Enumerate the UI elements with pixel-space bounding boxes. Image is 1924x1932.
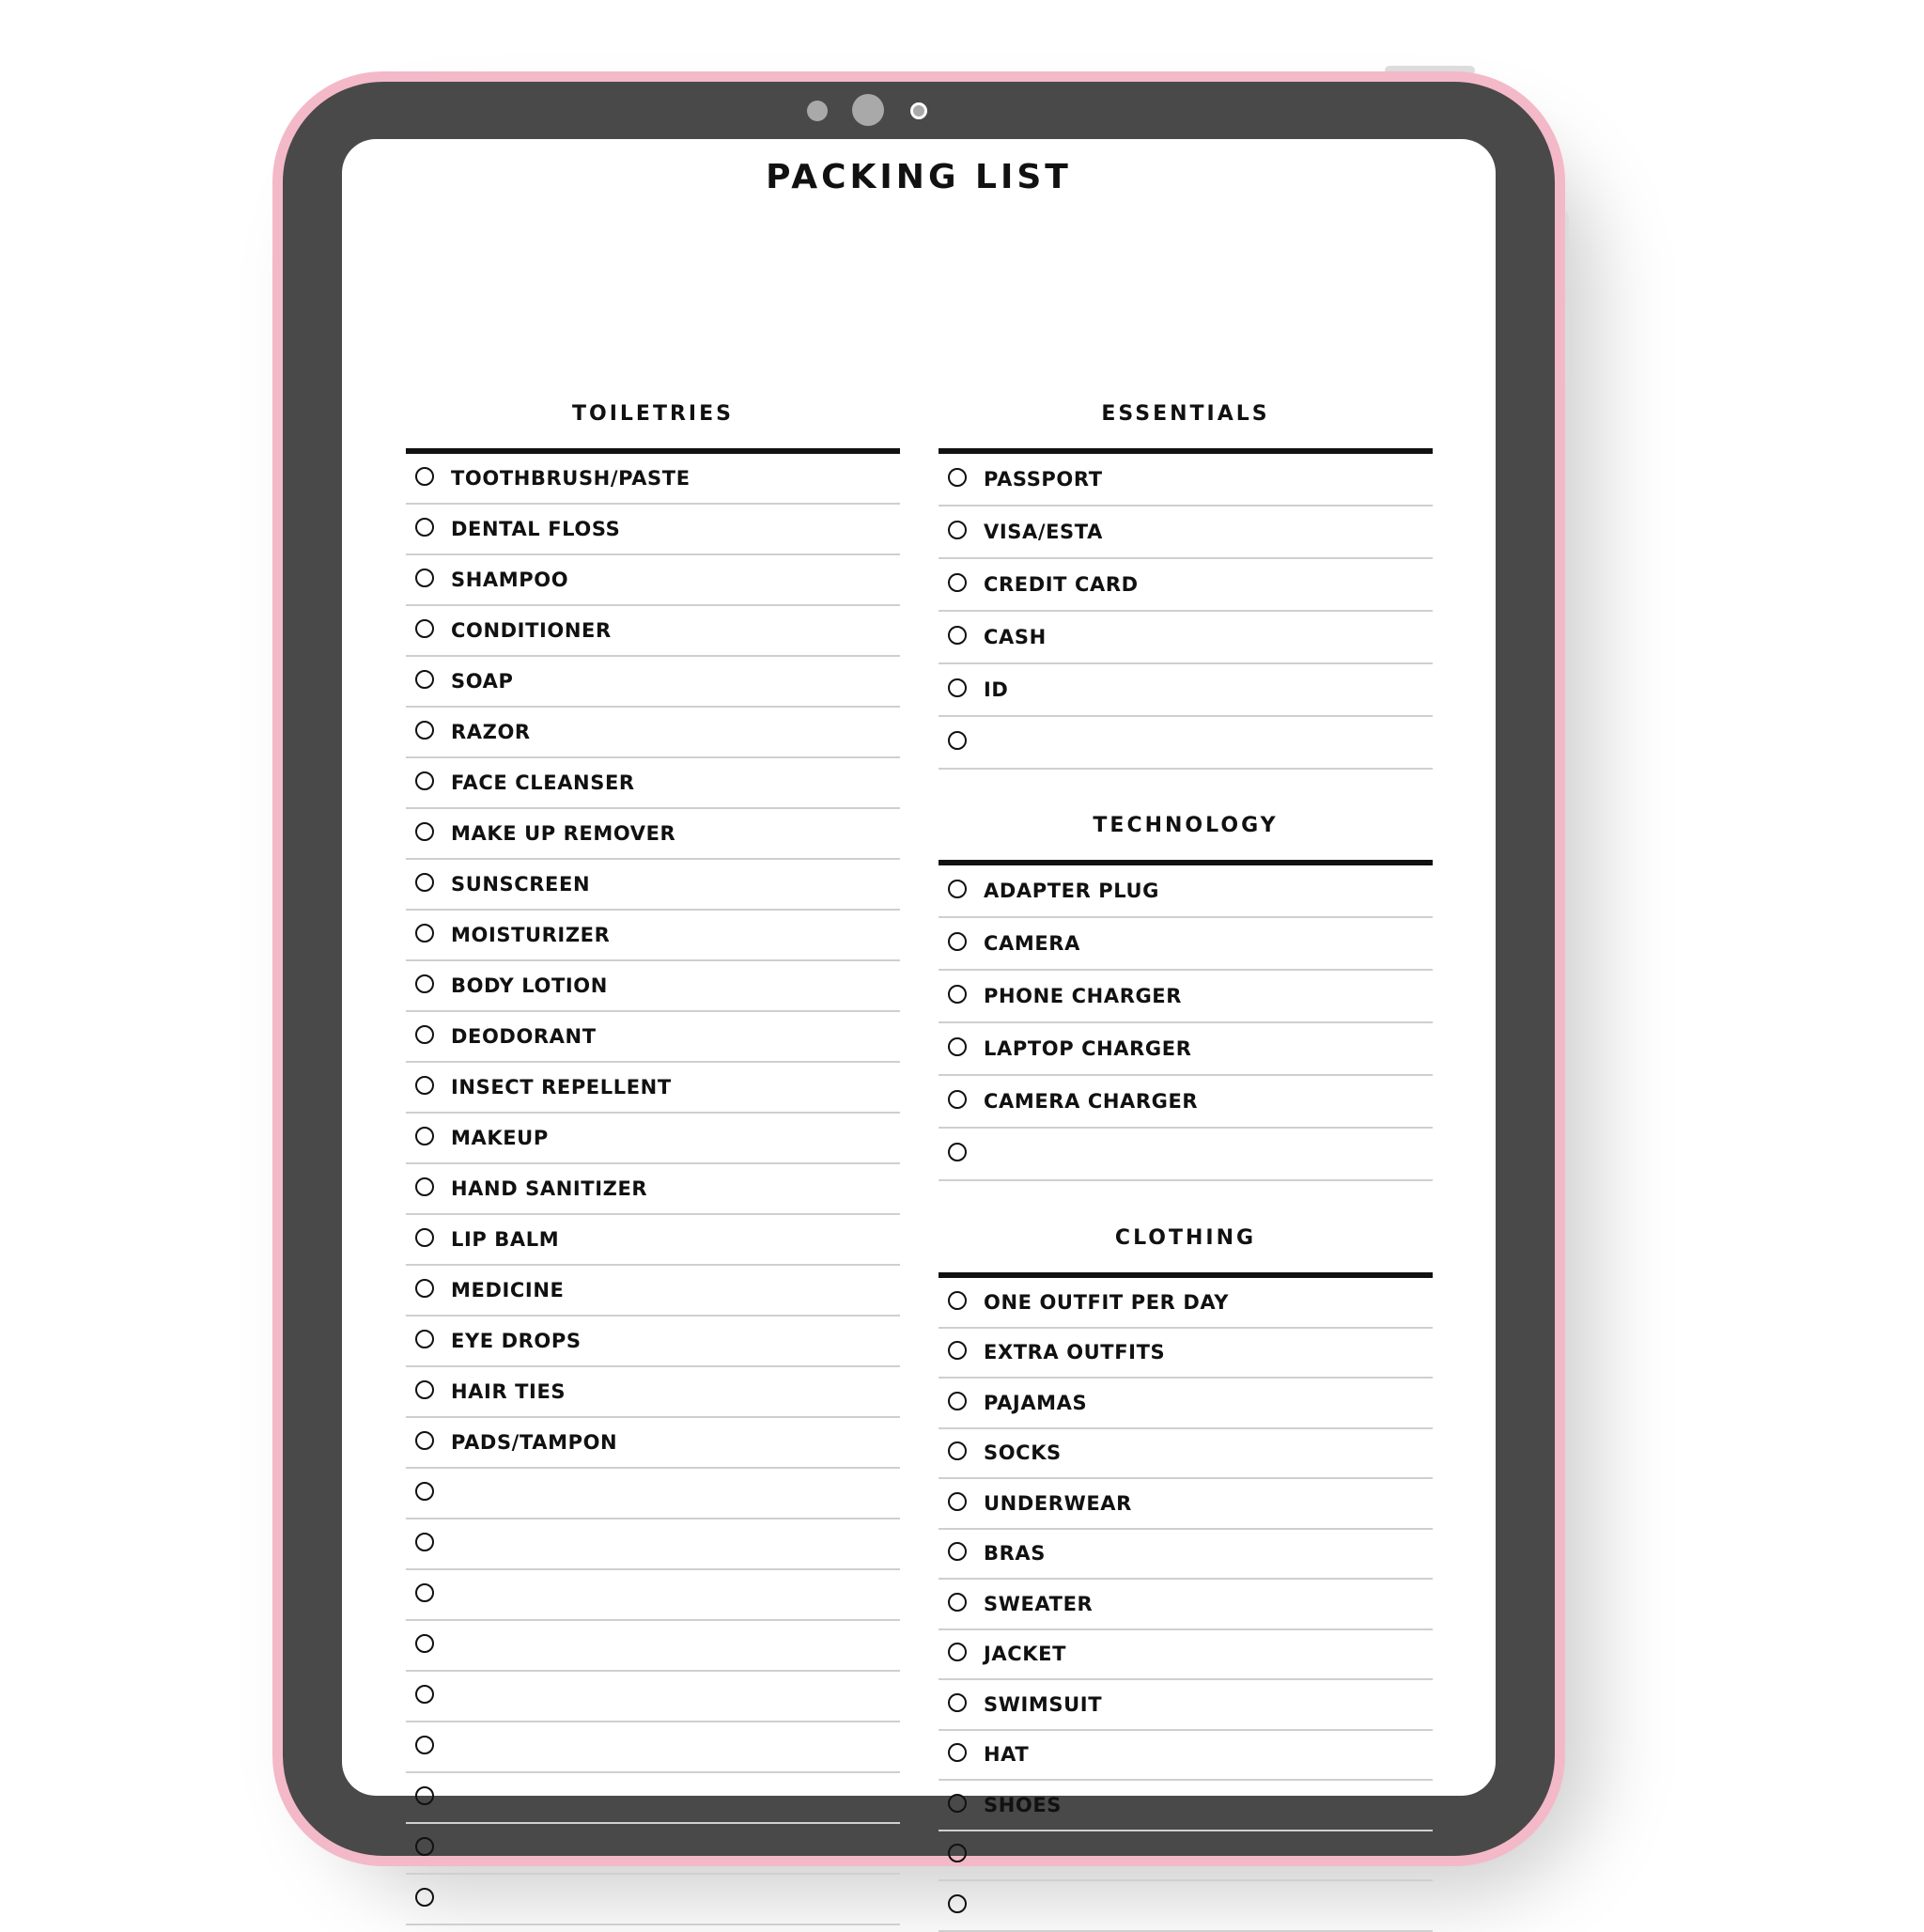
checklist-item[interactable] xyxy=(406,1114,900,1164)
checkbox-circle[interactable] xyxy=(415,974,434,993)
checklist-item[interactable] xyxy=(406,1063,900,1114)
item-label: HAND SANITIZER xyxy=(451,1177,648,1200)
checklist-item[interactable] xyxy=(406,961,900,1012)
checkbox-circle[interactable] xyxy=(948,1894,967,1913)
item-label: HAT xyxy=(984,1743,1030,1767)
item-label: BRAS xyxy=(984,1542,1046,1566)
checklist-item[interactable] xyxy=(406,1469,900,1519)
checklist-item[interactable] xyxy=(939,1831,1433,1882)
item-label: INSECT REPELLENT xyxy=(451,1076,672,1098)
checkbox-circle[interactable] xyxy=(415,619,434,638)
item-label: EXTRA OUTFITS xyxy=(984,1341,1166,1364)
item-label: CAMERA CHARGER xyxy=(984,1090,1199,1113)
item-label: UNDERWEAR xyxy=(984,1491,1132,1515)
checkbox-circle[interactable] xyxy=(948,1143,967,1161)
checkbox-circle[interactable] xyxy=(415,569,434,587)
checkbox-circle[interactable] xyxy=(948,1441,967,1460)
checkbox-circle[interactable] xyxy=(415,924,434,943)
item-label: JACKET xyxy=(984,1643,1067,1666)
checklist-item[interactable] xyxy=(939,506,1433,559)
item-label: CREDIT CARD xyxy=(984,573,1139,596)
item-label: ID xyxy=(984,678,1009,701)
item-label: SOAP xyxy=(451,670,514,693)
item-label: EYE DROPS xyxy=(451,1330,582,1352)
item-label: PHONE CHARGER xyxy=(984,985,1183,1007)
checkbox-circle[interactable] xyxy=(415,1786,434,1805)
item-label: SWIMSUIT xyxy=(984,1692,1103,1716)
checkbox-circle[interactable] xyxy=(415,1330,434,1348)
checklist-item[interactable] xyxy=(939,1530,1433,1581)
item-label: PASSPORT xyxy=(984,468,1103,491)
checklist-item[interactable] xyxy=(939,1580,1433,1630)
item-label: RAZOR xyxy=(451,721,531,743)
checklist-item[interactable] xyxy=(406,555,900,606)
checklist-item[interactable] xyxy=(406,1012,900,1063)
checkbox-circle[interactable] xyxy=(948,1037,967,1056)
section-essentials xyxy=(939,381,1433,770)
checkbox-circle[interactable] xyxy=(948,1090,967,1109)
checklist-item[interactable] xyxy=(406,860,900,911)
checkbox-circle[interactable] xyxy=(415,1837,434,1856)
checklist-item[interactable] xyxy=(406,606,900,657)
checklist-item[interactable] xyxy=(406,1317,900,1367)
checkbox-circle[interactable] xyxy=(948,1341,967,1360)
checklist xyxy=(939,454,1433,770)
checklist-item[interactable] xyxy=(939,1278,1433,1329)
checkbox-circle[interactable] xyxy=(415,1583,434,1602)
checklist-item[interactable] xyxy=(406,1621,900,1672)
section-title: TECHNOLOGY xyxy=(1093,814,1279,837)
checklist-item[interactable] xyxy=(939,664,1433,717)
checklist-item[interactable] xyxy=(406,911,900,961)
checkbox-circle[interactable] xyxy=(415,822,434,841)
checkbox-circle[interactable] xyxy=(415,721,434,740)
item-label: LIP BALM xyxy=(451,1228,560,1251)
item-label: MAKE UP REMOVER xyxy=(451,822,676,845)
checkbox-circle[interactable] xyxy=(948,985,967,1004)
checklist-item[interactable] xyxy=(939,454,1433,506)
checklist-item[interactable] xyxy=(406,1672,900,1722)
checkbox-circle[interactable] xyxy=(415,1736,434,1754)
checklist-item[interactable] xyxy=(939,559,1433,612)
checklist-item[interactable] xyxy=(406,657,900,708)
item-label: PADS/TAMPON xyxy=(451,1431,618,1454)
checkbox-circle[interactable] xyxy=(415,1076,434,1095)
item-label: DEODORANT xyxy=(451,1025,597,1048)
checklist-item[interactable] xyxy=(406,1266,900,1317)
item-label: SUNSCREEN xyxy=(451,873,591,896)
checklist-item[interactable] xyxy=(406,1570,900,1621)
item-label: LAPTOP CHARGER xyxy=(984,1037,1192,1060)
checkbox-circle[interactable] xyxy=(948,1542,967,1561)
checkbox-circle[interactable] xyxy=(948,1593,967,1612)
checkbox-circle[interactable] xyxy=(415,1228,434,1247)
checkbox-circle[interactable] xyxy=(948,1743,967,1762)
checklist-item[interactable] xyxy=(939,865,1433,918)
item-label: TOOTHBRUSH/PASTE xyxy=(451,467,690,490)
planner-page xyxy=(342,139,1496,1816)
checklist-item[interactable] xyxy=(939,1630,1433,1681)
checklist-item[interactable] xyxy=(939,1731,1433,1782)
checkbox-circle[interactable] xyxy=(948,1643,967,1661)
checkbox-circle[interactable] xyxy=(415,1431,434,1450)
checkbox-circle[interactable] xyxy=(415,1127,434,1145)
checklist-item[interactable] xyxy=(939,717,1433,770)
checkbox-circle[interactable] xyxy=(948,678,967,697)
item-label: PAJAMAS xyxy=(984,1391,1088,1414)
checklist-item[interactable] xyxy=(939,1881,1433,1932)
checklist xyxy=(939,865,1433,1181)
checkbox-circle[interactable] xyxy=(948,932,967,951)
checklist-item[interactable] xyxy=(406,1519,900,1570)
item-label: BODY LOTION xyxy=(451,974,608,997)
checkbox-circle[interactable] xyxy=(415,1482,434,1501)
item-label: MOISTURIZER xyxy=(451,924,611,946)
checkbox-circle[interactable] xyxy=(415,1634,434,1653)
checkbox-circle[interactable] xyxy=(948,1392,967,1410)
checkbox-circle[interactable] xyxy=(415,1685,434,1704)
checkbox-circle[interactable] xyxy=(948,1844,967,1862)
section-clothing xyxy=(939,1205,1433,1932)
item-label: ADAPTER PLUG xyxy=(984,880,1159,902)
checkbox-circle[interactable] xyxy=(948,468,967,487)
checklist-item[interactable] xyxy=(939,971,1433,1023)
item-label: MEDICINE xyxy=(451,1279,565,1301)
checkbox-circle[interactable] xyxy=(948,1492,967,1511)
item-label: SHOES xyxy=(984,1793,1063,1816)
checklist-item[interactable] xyxy=(406,1215,900,1266)
checkbox-circle[interactable] xyxy=(415,1533,434,1551)
checklist xyxy=(406,454,900,1925)
checklist-item[interactable] xyxy=(939,1429,1433,1480)
checkbox-circle[interactable] xyxy=(415,1025,434,1044)
checklist-item[interactable] xyxy=(406,1367,900,1418)
sensor-dot-left xyxy=(807,101,828,121)
checkbox-circle[interactable] xyxy=(415,1888,434,1907)
checklist xyxy=(939,1278,1433,1932)
checkbox-circle[interactable] xyxy=(948,573,967,592)
checkbox-circle[interactable] xyxy=(948,1291,967,1310)
checklist-item[interactable] xyxy=(939,1129,1433,1181)
checklist-item[interactable] xyxy=(939,612,1433,664)
checklist-item[interactable] xyxy=(939,1479,1433,1530)
checkbox-circle[interactable] xyxy=(415,1177,434,1196)
checklist-item[interactable] xyxy=(406,1164,900,1215)
item-label: CASH xyxy=(984,626,1047,648)
checkbox-circle[interactable] xyxy=(415,518,434,537)
camera-lens xyxy=(852,94,884,126)
item-label: SOCKS xyxy=(984,1441,1062,1465)
item-label: VISA/ESTA xyxy=(984,521,1103,543)
checklist-item[interactable] xyxy=(406,708,900,758)
section-technology xyxy=(939,792,1433,1181)
checklist-item[interactable] xyxy=(939,1023,1433,1076)
section-toiletries xyxy=(406,381,900,1925)
checkbox-circle[interactable] xyxy=(415,1380,434,1399)
checkbox-circle[interactable] xyxy=(948,1794,967,1813)
checkbox-circle[interactable] xyxy=(948,1693,967,1712)
checklist-item[interactable] xyxy=(406,809,900,860)
checklist-item[interactable] xyxy=(406,505,900,555)
checkbox-circle[interactable] xyxy=(948,626,967,645)
checklist-item[interactable] xyxy=(406,1875,900,1925)
checkbox-circle[interactable] xyxy=(415,771,434,790)
section-title: ESSENTIALS xyxy=(1101,402,1270,426)
section-title: TOILETRIES xyxy=(572,402,734,426)
item-label: MAKEUP xyxy=(451,1127,549,1149)
checklist-item[interactable] xyxy=(406,1824,900,1875)
checklist-item[interactable] xyxy=(406,758,900,809)
item-label: CONDITIONER xyxy=(451,619,612,642)
checklist-item[interactable] xyxy=(406,1773,900,1824)
sensor-dot-right xyxy=(910,102,927,119)
checkbox-circle[interactable] xyxy=(948,521,967,539)
checkbox-circle[interactable] xyxy=(415,873,434,892)
checklist-item[interactable] xyxy=(406,1418,900,1469)
section-title: CLOTHING xyxy=(1114,1226,1257,1250)
checklist-item[interactable] xyxy=(939,1329,1433,1379)
item-label: SHAMPOO xyxy=(451,569,569,591)
checkbox-circle[interactable] xyxy=(415,467,434,486)
item-label: FACE CLEANSER xyxy=(451,771,635,794)
checkbox-circle[interactable] xyxy=(415,670,434,689)
item-label: CAMERA xyxy=(984,932,1080,955)
checkbox-circle[interactable] xyxy=(948,880,967,898)
checklist-item[interactable] xyxy=(939,1680,1433,1731)
item-label: HAIR TIES xyxy=(451,1380,566,1403)
checkbox-circle[interactable] xyxy=(948,731,967,750)
checklist-item[interactable] xyxy=(939,1076,1433,1129)
checklist-item[interactable] xyxy=(406,454,900,505)
checklist-item[interactable] xyxy=(939,1379,1433,1429)
checkbox-circle[interactable] xyxy=(415,1279,434,1298)
checklist-item[interactable] xyxy=(939,1781,1433,1831)
item-label: ONE OUTFIT PER DAY xyxy=(984,1290,1230,1314)
item-label: SWEATER xyxy=(984,1592,1094,1615)
item-label: DENTAL FLOSS xyxy=(451,518,621,540)
checklist-item[interactable] xyxy=(939,918,1433,971)
page-title: PACKING LIST xyxy=(766,158,1072,196)
checklist-item[interactable] xyxy=(406,1722,900,1773)
